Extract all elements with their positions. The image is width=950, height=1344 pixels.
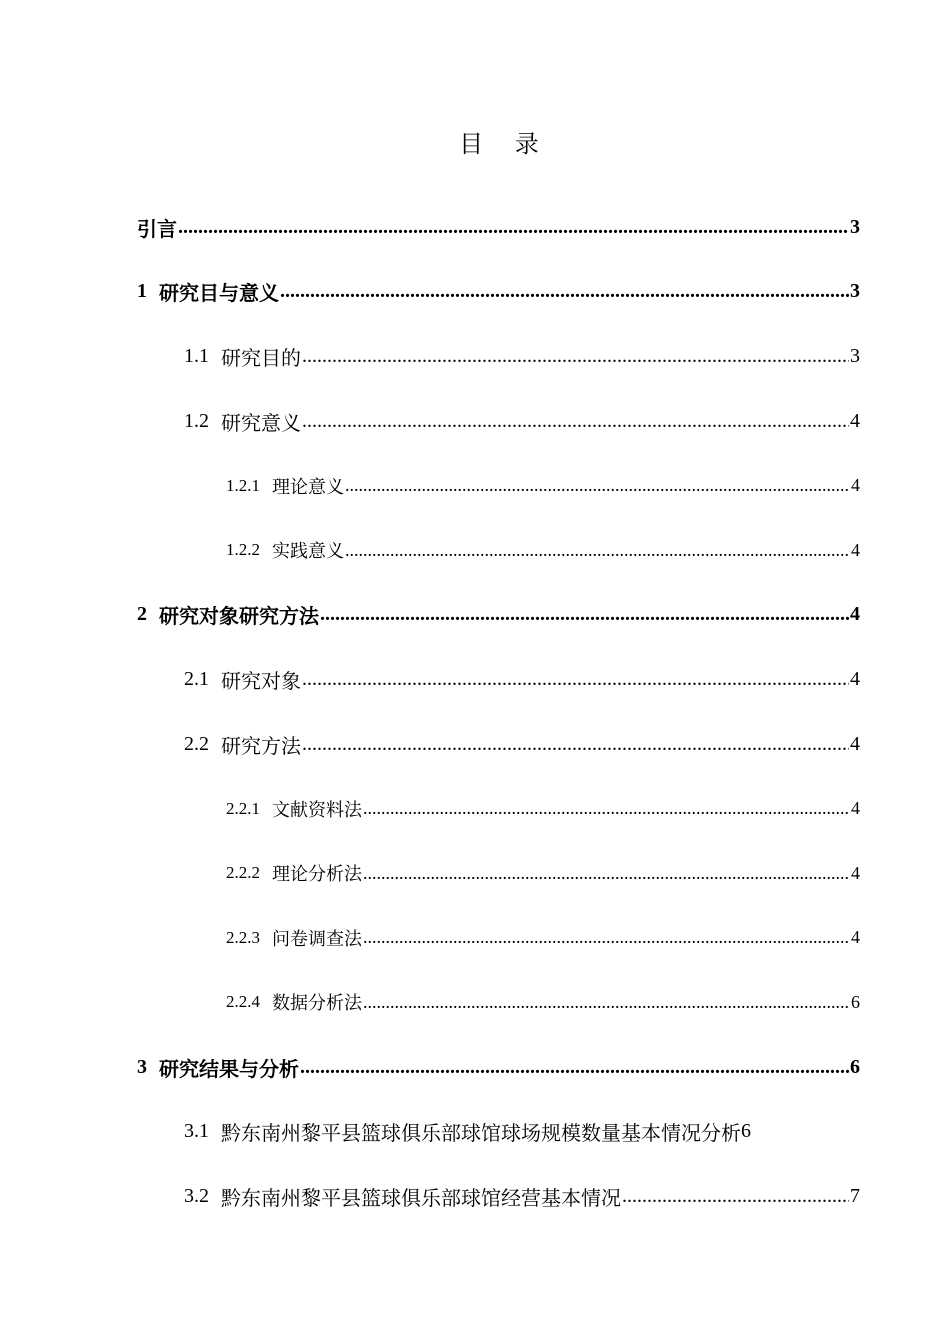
- toc-entry-label: 问卷调查法: [272, 928, 362, 950]
- toc-entry[interactable]: [137, 518, 860, 583]
- toc-entry-page: 4: [851, 539, 860, 560]
- toc-entry-label: 研究方法: [221, 733, 301, 758]
- toc-leader-dots: [280, 280, 849, 303]
- toc-entry-label: 理论意义: [272, 476, 344, 498]
- toc-entry-number: 2.2.1: [226, 798, 260, 818]
- toc-entry-page: 3: [850, 280, 860, 303]
- toc-entry-page: 4: [850, 667, 860, 690]
- toc-entry-number: 1.2.1: [226, 475, 260, 495]
- toc-entry-number: 1: [137, 280, 147, 303]
- toc-entry[interactable]: [137, 195, 860, 260]
- toc-entry[interactable]: [137, 389, 860, 454]
- toc-entry-page: 4: [851, 862, 860, 883]
- toc-entry[interactable]: [137, 712, 860, 777]
- toc-entry-page: 7: [850, 1184, 860, 1207]
- toc-entry[interactable]: [137, 583, 860, 648]
- toc-entry[interactable]: [137, 324, 860, 389]
- toc-entry-label: 研究结果与分析: [159, 1056, 299, 1081]
- toc-entry-label: 黔东南州黎平县篮球俱乐部球馆球场规模数量基本情况分析: [221, 1121, 741, 1146]
- toc-entry-page: 6: [851, 991, 860, 1012]
- toc-entry-label: 理论分析法: [272, 864, 362, 886]
- toc-entry[interactable]: [137, 1035, 860, 1100]
- toc-entry[interactable]: [137, 647, 860, 712]
- toc-entry-page: 4: [850, 732, 860, 755]
- toc-entry-number: 2: [137, 603, 147, 626]
- toc-leader-dots: [178, 216, 849, 239]
- toc-entry-page: 4: [851, 475, 860, 496]
- toc-entry[interactable]: [137, 1099, 860, 1164]
- toc-entry-page: 4: [850, 603, 860, 626]
- toc-entry-number: 1.2: [184, 409, 209, 432]
- toc-entry-label: 文献资料法: [272, 799, 362, 821]
- toc-entry-page: 3: [850, 215, 860, 238]
- toc-entry-label: 研究目与意义: [159, 281, 279, 306]
- toc-entry[interactable]: [137, 906, 860, 971]
- toc-entry-label: 研究对象: [221, 668, 301, 693]
- toc-leader-dots: [363, 927, 850, 948]
- toc-entry-page: 6: [741, 1120, 751, 1143]
- toc-entry-page: 3: [850, 344, 860, 367]
- toc-entry-number: 3.1: [184, 1120, 209, 1143]
- toc-entry[interactable]: [137, 1164, 860, 1229]
- toc-entry-number: 2.2.4: [226, 992, 260, 1012]
- toc-entry-label: 研究意义: [221, 410, 301, 435]
- toc-title: 目 录: [459, 130, 551, 158]
- toc-entry-page: 6: [850, 1055, 860, 1078]
- toc-leader-dots: [363, 798, 850, 819]
- toc-leader-dots: [302, 668, 849, 691]
- toc-entry-number: 2.2.2: [226, 863, 260, 883]
- toc-entry[interactable]: [137, 970, 860, 1035]
- toc-leader-dots: [302, 733, 849, 756]
- toc-entry-label: 实践意义: [272, 541, 344, 563]
- toc-entry-label: 黔东南州黎平县篮球俱乐部球馆经营基本情况: [221, 1185, 621, 1210]
- toc-entry-page: 4: [850, 409, 860, 432]
- toc-entry[interactable]: [137, 453, 860, 518]
- toc-entry[interactable]: [137, 260, 860, 325]
- toc-entry-page: 4: [851, 927, 860, 948]
- toc-entry-label: 研究对象研究方法: [159, 604, 319, 629]
- toc-leader-dots: [320, 603, 849, 626]
- toc-entry-number: 2.2.3: [226, 927, 260, 947]
- toc-entry-label: 数据分析法: [272, 993, 362, 1015]
- toc-entry-number: 1.2.2: [226, 540, 260, 560]
- toc-leader-dots: [345, 540, 850, 561]
- toc-entry-number: 3.2: [184, 1184, 209, 1207]
- toc-entry-label: 引言: [137, 216, 177, 241]
- toc-entry[interactable]: [137, 776, 860, 841]
- toc-leader-dots: [363, 863, 850, 884]
- toc-leader-dots: [345, 475, 850, 496]
- toc-list: [137, 195, 860, 1229]
- toc-leader-dots: [622, 1185, 849, 1208]
- toc-entry-number: 2.2: [184, 732, 209, 755]
- toc-entry-page: 4: [851, 798, 860, 819]
- toc-leader-dots: [302, 345, 849, 368]
- toc-entry-number: 1.1: [184, 344, 209, 367]
- toc-leader-dots: [363, 992, 850, 1013]
- toc-leader-dots: [302, 410, 849, 433]
- toc-leader-dots: [300, 1056, 849, 1079]
- toc-entry[interactable]: [137, 841, 860, 906]
- toc-entry-number: 3: [137, 1055, 147, 1078]
- toc-entry-number: 2.1: [184, 667, 209, 690]
- toc-entry-label: 研究目的: [221, 345, 301, 370]
